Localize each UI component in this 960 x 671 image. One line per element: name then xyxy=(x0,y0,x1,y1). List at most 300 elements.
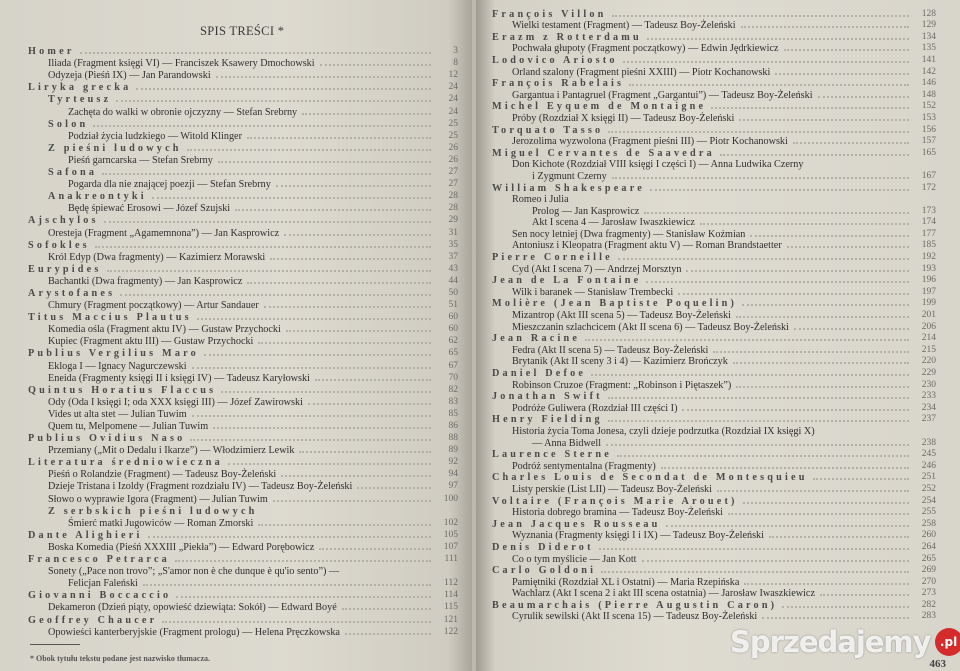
toc-entry-title: Homer xyxy=(28,46,75,58)
dot-leader xyxy=(228,463,431,465)
dot-leader xyxy=(736,316,909,318)
toc-page-number: 51 xyxy=(448,300,458,311)
toc-entry xyxy=(492,240,936,252)
toc-entry-title: Geoffrey Chaucer xyxy=(28,614,158,626)
toc-entry xyxy=(28,154,458,166)
toc-page-number: 26 xyxy=(448,154,458,165)
toc-author-heading xyxy=(28,384,458,396)
toc-entry-title: Podróż sentymentalna (Fragmenty) xyxy=(512,460,656,472)
toc-page-number: 122 xyxy=(443,626,458,637)
dot-leader xyxy=(187,149,431,151)
watermark-badge: .pl xyxy=(935,628,960,656)
toc-entry xyxy=(492,170,936,182)
toc-author-heading xyxy=(492,449,936,461)
toc-author-heading xyxy=(28,589,458,601)
toc-entry-title: Fedra (Akt II scena 5) — Tadeusz Boy-Żeleński xyxy=(512,344,709,356)
dot-leader xyxy=(221,391,431,393)
toc-page-number: 157 xyxy=(921,136,936,147)
toc-entry-title: Bachantki (Dwa fragmenty) — Jan Kasprowicz xyxy=(48,275,243,287)
toc-entry-title: Komedia ośla (Fragment aktu IV) — Gustaw Przychocki xyxy=(48,324,281,336)
toc-entry xyxy=(492,194,936,206)
dot-leader xyxy=(682,409,909,411)
toc-entry-title: Przemiany („Mit o Dedalu i Ikarze”) — Włodzimierz Lewik xyxy=(48,445,295,457)
dot-leader xyxy=(143,584,431,586)
toc-author-heading xyxy=(492,251,936,263)
dot-leader xyxy=(623,61,909,63)
dot-leader xyxy=(93,125,431,127)
right-page xyxy=(476,0,960,671)
toc-page-number: 35 xyxy=(448,239,458,250)
toc-page-number: 88 xyxy=(448,433,458,444)
toc-page-number: 65 xyxy=(448,348,458,359)
toc-author-heading xyxy=(492,101,936,113)
toc-page-number: 269 xyxy=(921,565,936,576)
toc-author-heading xyxy=(492,147,936,159)
toc-author-heading xyxy=(492,78,936,90)
toc-entry-title: François Villon xyxy=(492,8,607,20)
toc-entry-title: Lodovico Ariosto xyxy=(492,54,618,66)
toc-page-number: 206 xyxy=(921,321,936,332)
toc-entry-title: Miguel Cervantes de Saavedra xyxy=(492,147,715,159)
footnote: * Obok tytułu tekstu podane jest nazwisko tłumacza. xyxy=(30,654,211,663)
toc-entry xyxy=(492,263,936,275)
toc-entry xyxy=(28,251,458,263)
toc-entry-title: Śmierć matki Jugowiców — Roman Zmorski xyxy=(68,517,254,529)
toc-entry-title: Mieszczanin szlachcicem (Akt II scena 6) — Tadeusz Boy-Żeleński xyxy=(512,321,789,333)
toc-entry-title: Henry Fielding xyxy=(492,414,603,426)
toc-entry-title: Beaumarchais (Pierre Augustin Caron) xyxy=(492,599,778,611)
toc-entry-title: Tyrteusz xyxy=(48,94,112,106)
toc-author-heading xyxy=(492,518,936,530)
dot-leader xyxy=(585,339,909,341)
dot-leader xyxy=(148,536,432,538)
toc-entry xyxy=(492,344,936,356)
toc-entry-title: Zachęta do walki w obronie ojczyzny — Stefan Srebrny xyxy=(68,106,298,118)
toc-entry xyxy=(492,553,936,565)
toc-entry xyxy=(28,299,458,311)
toc-page-number: 233 xyxy=(921,391,936,402)
dot-leader xyxy=(717,490,909,492)
dot-leader xyxy=(750,235,909,237)
toc-entry-title: Opowieści kanterberyjskie (Fragment prologu) — Helena Pręczkowska xyxy=(48,626,340,638)
dot-leader xyxy=(608,397,909,399)
dot-leader xyxy=(192,367,431,369)
toc-page-number: 251 xyxy=(921,472,936,483)
toc-page-number: 112 xyxy=(444,578,458,589)
dot-leader xyxy=(728,513,909,515)
dot-leader xyxy=(284,234,431,236)
toc-page-number: 97 xyxy=(448,481,458,492)
toc-entry xyxy=(492,89,936,101)
dot-leader xyxy=(175,560,431,562)
toc-entry-title: — Anna Bidwell xyxy=(532,437,602,449)
toc-entry xyxy=(28,226,458,238)
toc-page-number: 201 xyxy=(921,310,936,321)
dot-leader xyxy=(769,536,909,538)
toc-entry-title: Giovanni Boccaccio xyxy=(28,590,172,602)
toc-entry xyxy=(28,178,458,190)
dot-leader xyxy=(345,633,431,635)
toc-entry-title: Carlo Goldoni xyxy=(492,565,597,577)
dot-leader xyxy=(120,294,431,296)
toc-entry-title: Sonety („Pace non trovo”; „S'amor non è che dunque è qu'io sento”) — xyxy=(48,566,340,578)
toc-entry xyxy=(492,576,936,588)
toc-page-number: 70 xyxy=(448,372,458,383)
dot-leader xyxy=(606,444,909,446)
toc-entry-title: Słowo o wyprawie Igora (Fragment) — Julian Tuwim xyxy=(48,493,268,505)
dot-leader xyxy=(258,524,431,526)
dot-leader xyxy=(591,374,909,376)
toc-page-number: 197 xyxy=(921,286,936,297)
toc-entry-title: Pogarda dla nie znającej poezji — Stefan Srebrny xyxy=(68,179,271,191)
toc-entry-title: Vides ut alta stet — Julian Tuwim xyxy=(48,408,187,420)
toc-entry-title: Erazm z Rotterdamu xyxy=(492,31,642,43)
toc-entry xyxy=(28,57,458,69)
dot-leader xyxy=(642,560,909,562)
toc-page-number: 102 xyxy=(443,517,458,528)
dot-leader xyxy=(342,608,431,610)
toc-entry-title: Publius Ovidius Naso xyxy=(28,433,186,445)
toc-entry-title: Jonathan Swift xyxy=(492,391,603,403)
toc-entry-title: Pochwała głupoty (Fragment początkowy) — Edwin Jędrkiewicz xyxy=(512,43,779,55)
toc-entry-title: Wyznania (Fragmenty księgi I i IX) — Tadeusz Boy-Żeleński xyxy=(512,530,764,542)
dot-leader xyxy=(736,386,909,388)
toc-page-number: 24 xyxy=(448,94,458,105)
toc-page-number: 258 xyxy=(921,518,936,529)
toc-entry-title: Arystofanes xyxy=(28,287,116,299)
toc-entry xyxy=(28,420,458,432)
toc-page-number: 283 xyxy=(921,611,936,622)
dot-leader xyxy=(176,596,431,598)
dot-leader xyxy=(741,26,909,28)
watermark-logo: Sprzedajemy xyxy=(730,625,931,659)
toc-author-heading xyxy=(492,541,936,553)
toc-page-number: 25 xyxy=(448,130,458,141)
dot-leader xyxy=(784,49,909,51)
toc-entry-title: Brytanik (Akt II sceny 3 i 4) — Kazimierz Brończyk xyxy=(512,356,728,368)
toc-entry-title: Daniel Defoe xyxy=(492,368,587,379)
toc-author-heading xyxy=(492,565,936,577)
toc-entry xyxy=(28,468,458,480)
toc-page-number: 29 xyxy=(448,215,458,226)
toc-entry xyxy=(492,425,936,437)
toc-page-number: 60 xyxy=(448,324,458,335)
toc-entry xyxy=(28,408,458,420)
dot-leader xyxy=(273,500,431,502)
toc-entry-title: Romeo i Julia xyxy=(512,194,569,206)
toc-entry-title: Historia dobrego bramina — Tadeusz Boy-Żeleński xyxy=(512,507,724,519)
toc-entry xyxy=(28,130,458,142)
toc-entry xyxy=(492,136,936,148)
toc-author-heading xyxy=(28,81,458,93)
dot-leader xyxy=(190,439,431,441)
toc-entry xyxy=(492,588,936,600)
toc-page-number: 28 xyxy=(448,191,458,202)
toc-entry-title: Orland szalony (Fragment pieśni XXIII) — Piotr Kochanowski xyxy=(512,66,771,78)
toc-page-number: 192 xyxy=(921,252,936,263)
dot-leader xyxy=(612,177,909,179)
toc-page-number: 114 xyxy=(444,590,458,601)
toc-entry-title: Wilk i baranek — Stanisław Trembecki xyxy=(512,286,674,298)
toc-entry-title: Prolog — Jan Kasprowicz xyxy=(532,205,640,217)
toc-entry xyxy=(28,202,458,214)
dot-leader xyxy=(744,583,909,585)
toc-author-heading xyxy=(492,275,936,287)
toc-entry-title: Pamiętniki (Rozdział XL i Ostatni) — Maria Rzepińska xyxy=(512,576,740,588)
toc-entry-title: Jean Racine xyxy=(492,333,581,345)
toc-page-number: 25 xyxy=(448,118,458,129)
toc-page-number: 24 xyxy=(448,106,458,117)
toc-author-heading xyxy=(492,124,936,136)
toc-entry-title: Listy perskie (List LII) — Tadeusz Boy-Żeleński xyxy=(512,483,712,495)
toc-entry-title: Voltaire (François Marie Arouet) xyxy=(492,495,738,507)
toc-entry-title: Jerozolima wyzwolona (Fragment pieśni III) — Piotr Kochanowski xyxy=(512,136,788,148)
dot-leader xyxy=(281,475,431,477)
toc-entry xyxy=(492,20,936,32)
dot-leader xyxy=(647,38,909,40)
toc-entry xyxy=(492,286,936,298)
toc-page-number: 252 xyxy=(921,483,936,494)
dot-leader xyxy=(320,64,431,66)
dot-leader xyxy=(276,185,431,187)
toc-entry xyxy=(492,530,936,542)
toc-entry-title: Michel Eyquem de Montaigne xyxy=(492,101,707,113)
toc-entry xyxy=(28,372,458,384)
toc-entry-title: Wielki testament (Fragment) — Tadeusz Boy-Żeleński xyxy=(512,20,736,32)
page-title: SPIS TREŚCI * xyxy=(200,24,285,38)
dot-leader xyxy=(247,137,431,139)
toc-entry xyxy=(28,601,458,613)
dot-leader xyxy=(743,502,909,504)
toc-page-number: 265 xyxy=(921,553,936,564)
toc-author-heading xyxy=(492,391,936,403)
toc-page-number: 92 xyxy=(448,457,458,468)
toc-page-number: 142 xyxy=(921,66,936,77)
toc-entry xyxy=(492,321,936,333)
toc-page-number: 153 xyxy=(921,112,936,123)
toc-entry-title: Jean Jacques Rousseau xyxy=(492,518,661,530)
dot-leader xyxy=(286,330,431,332)
dot-leader xyxy=(617,455,909,457)
toc-page-number: 152 xyxy=(921,101,936,112)
toc-author-heading xyxy=(492,182,936,194)
dot-leader xyxy=(820,594,909,596)
toc-entry xyxy=(28,69,458,81)
toc-entry-title: Próby (Rozdział X księgi II) — Tadeusz Boy-Żeleński xyxy=(512,112,735,124)
dot-leader xyxy=(270,258,431,260)
toc-page-number: 282 xyxy=(921,599,936,610)
dot-leader xyxy=(235,209,431,211)
toc-entry-title: Ajschylos xyxy=(28,215,99,227)
toc-entry-title: Cyrulik sewilski (Akt II scena 15) — Tadeusz Boy-Żeleński xyxy=(512,611,758,623)
toc-list-left xyxy=(28,45,458,638)
toc-page-number: 27 xyxy=(448,179,458,190)
dot-leader xyxy=(116,100,431,102)
dot-leader xyxy=(666,525,909,527)
toc-page-number: 134 xyxy=(921,31,936,42)
toc-page-number: 128 xyxy=(921,8,936,19)
toc-page-number: 173 xyxy=(921,205,936,216)
toc-entry-title: Co o tym myślicie — Jan Kott xyxy=(512,553,637,565)
toc-page-number: 174 xyxy=(921,217,936,228)
toc-entry-title: Dzieje Tristana i Izoldy (Fragment rozdziału IV) — Tadeusz Boy-Żeleński xyxy=(48,481,353,493)
dot-leader xyxy=(213,427,431,429)
dot-leader xyxy=(775,73,909,75)
toc-page-number: 37 xyxy=(448,251,458,262)
toc-entry-title: i Zygmunt Czerny xyxy=(532,170,607,182)
toc-author-heading xyxy=(492,298,936,310)
toc-entry-title: Francesco Petrarca xyxy=(28,554,170,566)
dot-leader xyxy=(782,606,909,608)
toc-page-number: 273 xyxy=(921,588,936,599)
toc-page-number: 31 xyxy=(448,227,458,238)
page-number: 463 xyxy=(929,658,946,670)
toc-entry xyxy=(28,359,458,371)
toc-author-heading xyxy=(28,45,458,57)
toc-author-heading xyxy=(28,166,458,178)
dot-leader xyxy=(678,293,909,295)
toc-author-heading xyxy=(492,8,936,20)
watermark xyxy=(730,626,960,658)
toc-page-number: 264 xyxy=(921,541,936,552)
toc-entry-title: Odyzeja (Pieśń IX) — Jan Parandowski xyxy=(48,70,211,82)
toc-author-heading xyxy=(492,54,936,66)
toc-page-number: 215 xyxy=(921,344,936,355)
toc-entry xyxy=(492,228,936,240)
toc-entry xyxy=(28,396,458,408)
toc-page-number: 60 xyxy=(448,312,458,323)
toc-entry xyxy=(28,323,458,335)
toc-page-number: 107 xyxy=(443,541,458,552)
toc-author-heading xyxy=(28,347,458,359)
toc-page-number: 135 xyxy=(921,43,936,54)
toc-entry-title: Safona xyxy=(48,167,98,179)
dot-leader xyxy=(152,197,431,199)
toc-entry-title: François Rabelais xyxy=(492,78,625,90)
toc-page-number: 177 xyxy=(921,228,936,239)
dot-leader xyxy=(302,113,431,115)
toc-page-number: 193 xyxy=(921,263,936,274)
dot-leader xyxy=(319,548,431,550)
toc-entry-title: William Shakespeare xyxy=(492,182,645,194)
toc-page-number: 199 xyxy=(921,298,936,309)
toc-page-number: 8 xyxy=(453,58,458,69)
toc-entry xyxy=(28,517,458,529)
dot-leader xyxy=(720,154,909,156)
toc-entry-title: Jean de La Fontaine xyxy=(492,275,642,287)
toc-page-number: 220 xyxy=(921,356,936,367)
toc-entry-title: Robinson Cruzoe (Fragment: „Robinson i Piętaszek”) xyxy=(512,379,732,391)
toc-author-heading xyxy=(28,263,458,275)
toc-author-heading xyxy=(28,432,458,444)
dot-leader xyxy=(264,306,431,308)
toc-author-heading xyxy=(28,118,458,130)
toc-entry-title: Solon xyxy=(48,118,89,130)
dot-leader xyxy=(247,282,431,284)
dot-leader xyxy=(601,571,909,573)
toc-page-number: 62 xyxy=(448,336,458,347)
toc-page-number: 260 xyxy=(921,530,936,541)
toc-entry-title: Liryka grecka xyxy=(28,82,132,94)
toc-entry xyxy=(492,217,936,229)
toc-entry xyxy=(492,43,936,55)
toc-entry xyxy=(492,159,936,171)
dot-leader xyxy=(218,161,431,163)
dot-leader xyxy=(700,223,909,225)
dot-leader xyxy=(818,96,909,98)
toc-page-number: 255 xyxy=(921,507,936,518)
toc-page-number: 246 xyxy=(921,460,936,471)
dot-leader xyxy=(644,212,909,214)
toc-author-heading xyxy=(28,190,458,202)
toc-entry xyxy=(492,437,936,449)
dot-leader xyxy=(136,88,431,90)
toc-entry xyxy=(492,483,936,495)
toc-entry xyxy=(492,402,936,414)
dot-leader xyxy=(197,318,431,320)
toc-entry xyxy=(492,460,936,472)
toc-author-heading xyxy=(28,553,458,565)
toc-page-number: 237 xyxy=(921,414,936,425)
toc-page-number: 229 xyxy=(921,368,936,378)
toc-author-heading xyxy=(28,142,458,154)
toc-page-number: 270 xyxy=(921,576,936,587)
toc-author-heading xyxy=(28,456,458,468)
toc-entry-title: Publius Vergilius Maro xyxy=(28,348,199,360)
toc-list-right xyxy=(492,8,936,622)
toc-entry-title: Dekameron (Dzień piąty, opowieść dziewiąta: Sokół) — Edward Boyé xyxy=(48,602,337,614)
toc-author-heading xyxy=(28,93,458,105)
toc-page-number: 172 xyxy=(921,182,936,193)
toc-page-number: 230 xyxy=(921,379,936,390)
toc-entry-title: Felicjan Faleński xyxy=(68,578,138,590)
toc-author-heading xyxy=(28,311,458,323)
toc-entry-title: Iliada (Fragment księgi VI) — Franciszek Ksawery Dmochowski xyxy=(48,58,315,70)
toc-page-number: 165 xyxy=(921,147,936,158)
dot-leader xyxy=(162,621,431,623)
toc-entry xyxy=(28,577,458,589)
dot-leader xyxy=(813,478,909,480)
toc-author-heading xyxy=(492,367,936,379)
dot-leader xyxy=(794,328,909,330)
toc-page-number: 129 xyxy=(921,20,936,31)
dot-leader xyxy=(95,246,431,248)
dot-leader xyxy=(618,258,909,260)
toc-entry xyxy=(492,112,936,124)
toc-author-heading xyxy=(492,495,936,507)
toc-entry-title: Król Edyp (Dwa fragmenty) — Kazimierz Morawski xyxy=(48,251,266,263)
toc-entry-title: Podróże Guliwera (Rozdział III części I) xyxy=(512,402,678,414)
toc-page-number: 148 xyxy=(921,89,936,100)
dot-leader xyxy=(299,451,431,453)
dot-leader xyxy=(308,403,431,405)
toc-entry xyxy=(492,205,936,217)
toc-author-heading xyxy=(28,239,458,251)
toc-entry-title: Antoniusz i Kleopatra (Fragment aktu V) — Roman Brandstaetter xyxy=(512,240,782,252)
toc-entry xyxy=(492,507,936,519)
toc-page-number: 26 xyxy=(448,142,458,153)
dot-leader xyxy=(102,173,431,175)
dot-leader xyxy=(204,354,431,356)
dot-leader xyxy=(713,351,909,353)
toc-page-number: 50 xyxy=(448,287,458,298)
dot-leader xyxy=(599,548,909,550)
toc-entry-title: Eurypides xyxy=(28,263,102,275)
toc-entry-title: Ekloga I — Ignacy Nagurczewski xyxy=(48,360,187,372)
toc-entry xyxy=(28,444,458,456)
toc-author-heading xyxy=(492,333,936,345)
dot-leader xyxy=(661,467,909,469)
